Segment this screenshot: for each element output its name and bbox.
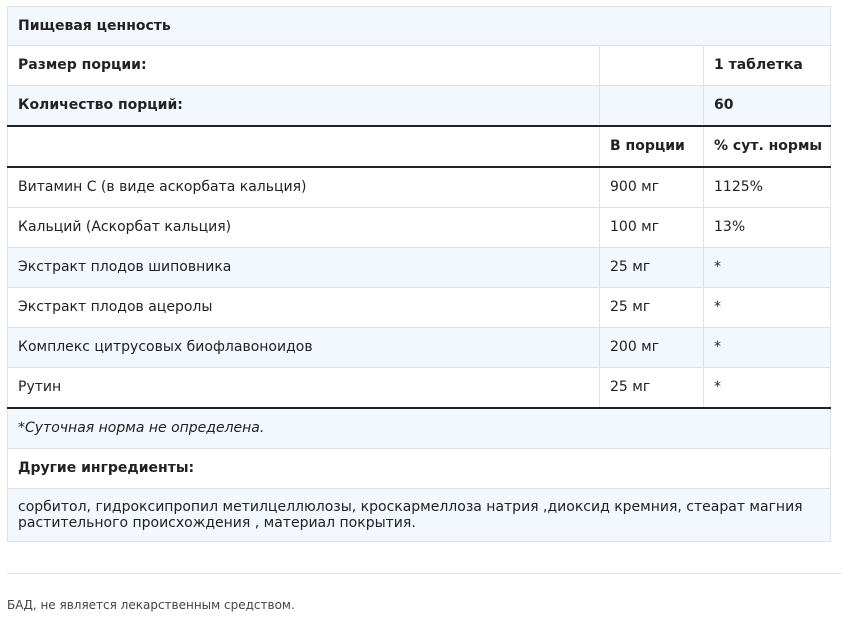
nutrient-row: [8, 368, 831, 409]
nutrient-row: [8, 288, 831, 328]
nutrient-row: [8, 248, 831, 288]
other-ingredients-label-row: [8, 449, 831, 489]
nutrient-name: Экстракт плодов ацеролы: [8, 288, 600, 328]
servings-count-row: [8, 86, 831, 127]
footnote-row: [8, 408, 831, 449]
nutrient-amount: 200 мг: [600, 328, 704, 368]
servings-count-label: Количество порций:: [8, 86, 600, 127]
nutrient-row: [8, 208, 831, 248]
disclaimer: БАД, не является лекарственным средством.: [7, 598, 295, 612]
nutrition-facts-table: [7, 6, 831, 542]
nutrient-dv: *: [704, 248, 831, 288]
other-ingredients-row: [8, 489, 831, 542]
servings-count-value: 60: [704, 86, 831, 127]
nutrient-name: Рутин: [8, 368, 600, 409]
empty-cell: [600, 86, 704, 127]
nutrient-name: Комплекс цитрусовых биофлавоноидов: [8, 328, 600, 368]
nutrient-row: [8, 167, 831, 208]
serving-size-value: 1 таблетка: [704, 46, 831, 86]
column-per-serving: В порции: [600, 126, 704, 167]
nutrient-amount: 25 мг: [600, 288, 704, 328]
nutrient-dv: *: [704, 288, 831, 328]
nutrient-row: [8, 328, 831, 368]
table-title: Пищевая ценность: [8, 7, 831, 46]
nutrient-amount: 100 мг: [600, 208, 704, 248]
nutrient-name: Экстракт плодов шиповника: [8, 248, 600, 288]
footnote: *Суточная норма не определена.: [8, 408, 831, 449]
nutrient-dv: 13%: [704, 208, 831, 248]
serving-size-label: Размер порции:: [8, 46, 600, 86]
nutrient-amount: 900 мг: [600, 167, 704, 208]
title-row: [8, 7, 831, 46]
empty-cell: [8, 126, 600, 167]
empty-cell: [600, 46, 704, 86]
other-ingredients-label: Другие ингредиенты:: [8, 449, 831, 489]
nutrient-name: Кальций (Аскорбат кальция): [8, 208, 600, 248]
nutrient-amount: 25 мг: [600, 368, 704, 409]
serving-size-row: [8, 46, 831, 86]
nutrient-name: Витамин С (в виде аскорбата кальция): [8, 167, 600, 208]
nutrient-dv: *: [704, 328, 831, 368]
other-ingredients-text: сорбитол, гидроксипропил метилцеллюлозы, кроскармеллоза натрия ,диоксид кремния, стеарат магния растительного происхождения , материал покрытия.: [8, 489, 831, 542]
column-header-row: [8, 126, 831, 167]
column-daily-value: % сут. нормы: [704, 126, 831, 167]
nutrient-amount: 25 мг: [600, 248, 704, 288]
nutrient-dv: 1125%: [704, 167, 831, 208]
nutrient-dv: *: [704, 368, 831, 409]
divider: [7, 573, 842, 574]
